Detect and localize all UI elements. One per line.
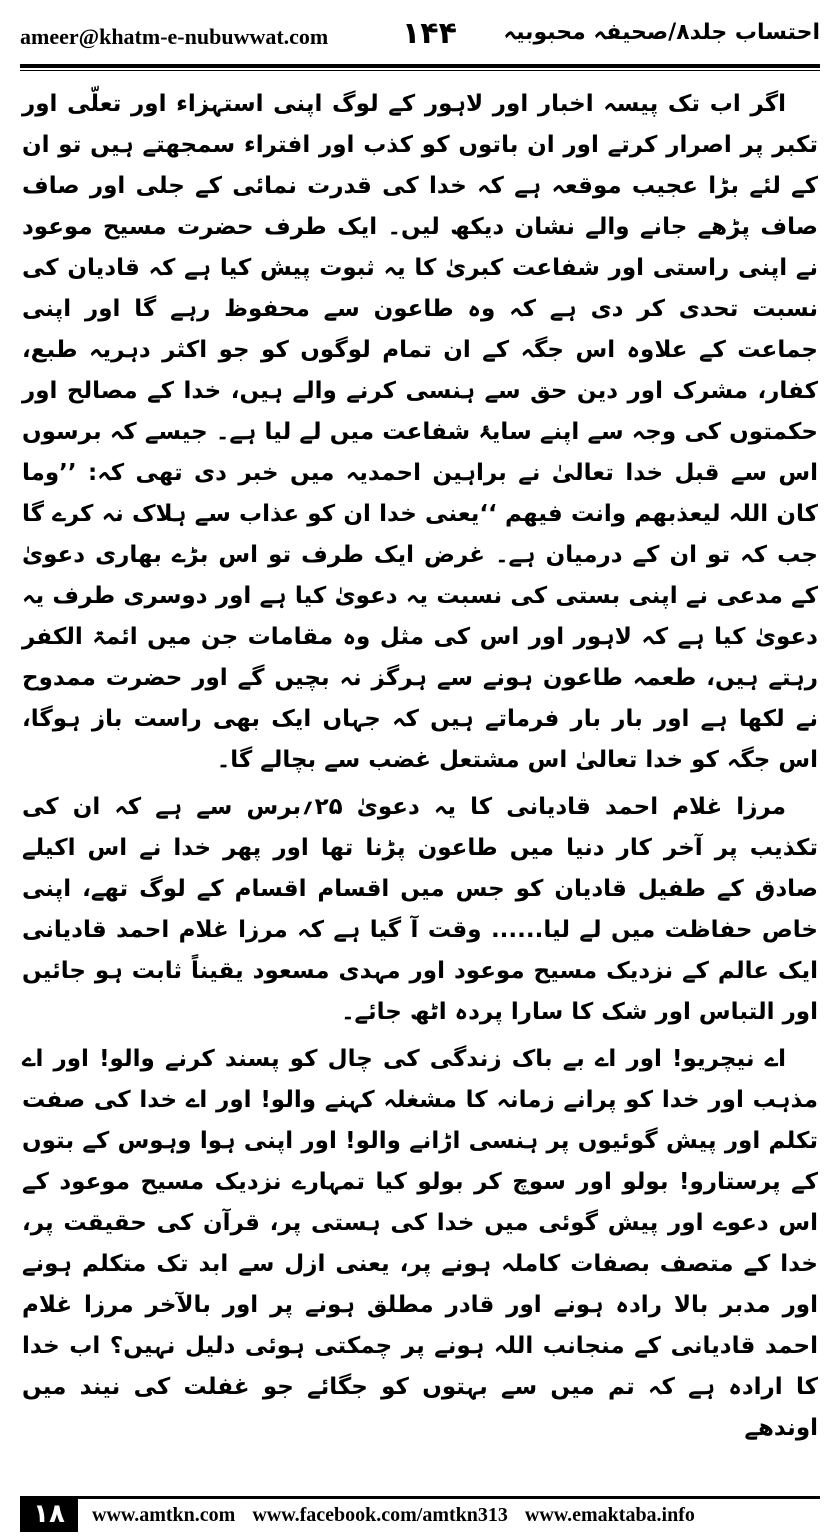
- footer-link-emaktaba[interactable]: www.emaktaba.info: [524, 1504, 695, 1526]
- header-page-number: ۱۴۴: [402, 16, 457, 51]
- page-header: [20, 14, 820, 60]
- footer-page-number: ۱۸: [20, 1496, 78, 1532]
- page-footer: [20, 1496, 820, 1536]
- page-body: [22, 84, 818, 1455]
- footer-rule: [78, 1496, 820, 1499]
- header-book-title: احتساب جلد۸/صحیفہ محبوبیہ: [503, 20, 820, 45]
- footer-link-facebook[interactable]: www.facebook.com/amtkn313: [252, 1504, 508, 1526]
- footer-link-amtkn[interactable]: www.amtkn.com: [92, 1504, 236, 1526]
- paragraph-2: مرزا غلام احمد قادیانی کا یہ دعویٰ ۲۵؍برس سے ہے کہ ان کی تکذیب پر آخر کار دنیا میں طاعون پڑنا تھا اور پھر خدا نے اس اکیلے صادق کے طفیل قادیان کو جس میں اقسام اقسام کے لوگ تھے، اپنی خاص حفاظت میں لے لیا...... وقت آ گیا ہے کہ مرزا غلام احمد قادیانی ایک عالم کے نزدیک مسیح موعود اور مہدی مسعود یقیناً ثابت ہو جائیں اور التباس اور شک کا سارا پردہ اٹھ جائے۔: [22, 794, 818, 1025]
- paragraph-1: اگر اب تک پیسہ اخبار اور لاہور کے لوگ اپنی استہزاء اور تعلّی اور تکبر پر اصرار کرتے اور ان باتوں کو کذب اور افتراء سمجھتے ہیں تو ان کے لئے بڑا عجیب موقعہ ہے کہ خدا کی قدرت نمائی کے جلی اور صاف صاف پڑھے جانے والے نشان دیکھ لیں۔ ایک طرف حضرت مسیح موعود نے اپنی راستی اور شفاعت کبریٰ کا یہ ثبوت پیش کیا ہے کہ قادیان کی نسبت تحدی کر دی ہے کہ وہ طاعون سے محفوظ رہے گا اور اپنی جماعت کے علاوہ اس جگہ کے ان تمام لوگوں کو جو اکثر دہریہ طبع، کفار، مشرک اور دین حق سے ہنسی کرنے والے ہیں، خدا کے مصالح اور حکمتوں کی وجہ سے اپنے سایۂ شفاعت میں لے لیا ہے۔ جیسے کہ برسوں اس سے قبل خدا تعالیٰ نے براہین احمدیہ میں خبر دی تھی کہ: ’’وما کان اللہ لیعذبھم وانت فیھم ‘‘یعنی خدا ان کو عذاب سے ہلاک نہ کرے گا جب کہ تو ان کے درمیان ہے۔ غرض ایک طرف تو اس بڑے بھاری دعویٰ کے مدعی نے اپنی بستی کی نسبت یہ دعویٰ کیا ہے اور دوسری طرف یہ دعویٰ کیا ہے کہ لاہور اور اس کی مثل وہ مقامات جن میں ائمۃ الکفر رہتے ہیں، طعمہ طاعون ہونے سے ہرگز نہ بچیں گے اور حضرت ممدوح نے لکھا ہے اور بار بار فرماتے ہیں کہ جہاں ایک بھی راست باز ہوگا، اس جگہ کو خدا تعالیٰ اس مشتعل غضب سے بچالے گا۔: [22, 91, 818, 773]
- footer-links: [92, 1504, 820, 1527]
- paragraph-3: اے نیچریو! اور اے بے باک زندگی کی چال کو پسند کرنے والو! اور اے مذہب اور خدا کو پرانے زمانہ کا مشغلہ کہنے والو! اور اے خدا کی صفت تکلم اور پیش گوئیوں پر ہنسی اڑانے والو! اور اپنی ہوا وہوس کے بتوں کے پرستارو! بولو اور سوچ کر بولو کیا تمہارے نزدیک مسیح موعود کے اس دعوے اور پیش گوئی میں خدا کی ہستی پر، قرآن کی حقیقت پر، خدا کے متصف بصفات کاملہ ہونے پر، یعنی ازل سے ابد تک متکلم ہونے اور مدبر بالا رادہ ہونے اور قادر مطلق ہونے پر اور بالآخر مرزا غلام احمد قادیانی کے منجانب اللہ ہونے پر چمکتی ہوئی دلیل نہیں؟ اب خدا کا ارادہ ہے کہ تم میں سے بہتوں کو جگائے جو غفلت کی نیند میں اوندھے: [22, 1046, 818, 1441]
- header-rule: [20, 64, 820, 71]
- header-email: ameer@khatm-e-nubuwwat.com: [20, 24, 329, 49]
